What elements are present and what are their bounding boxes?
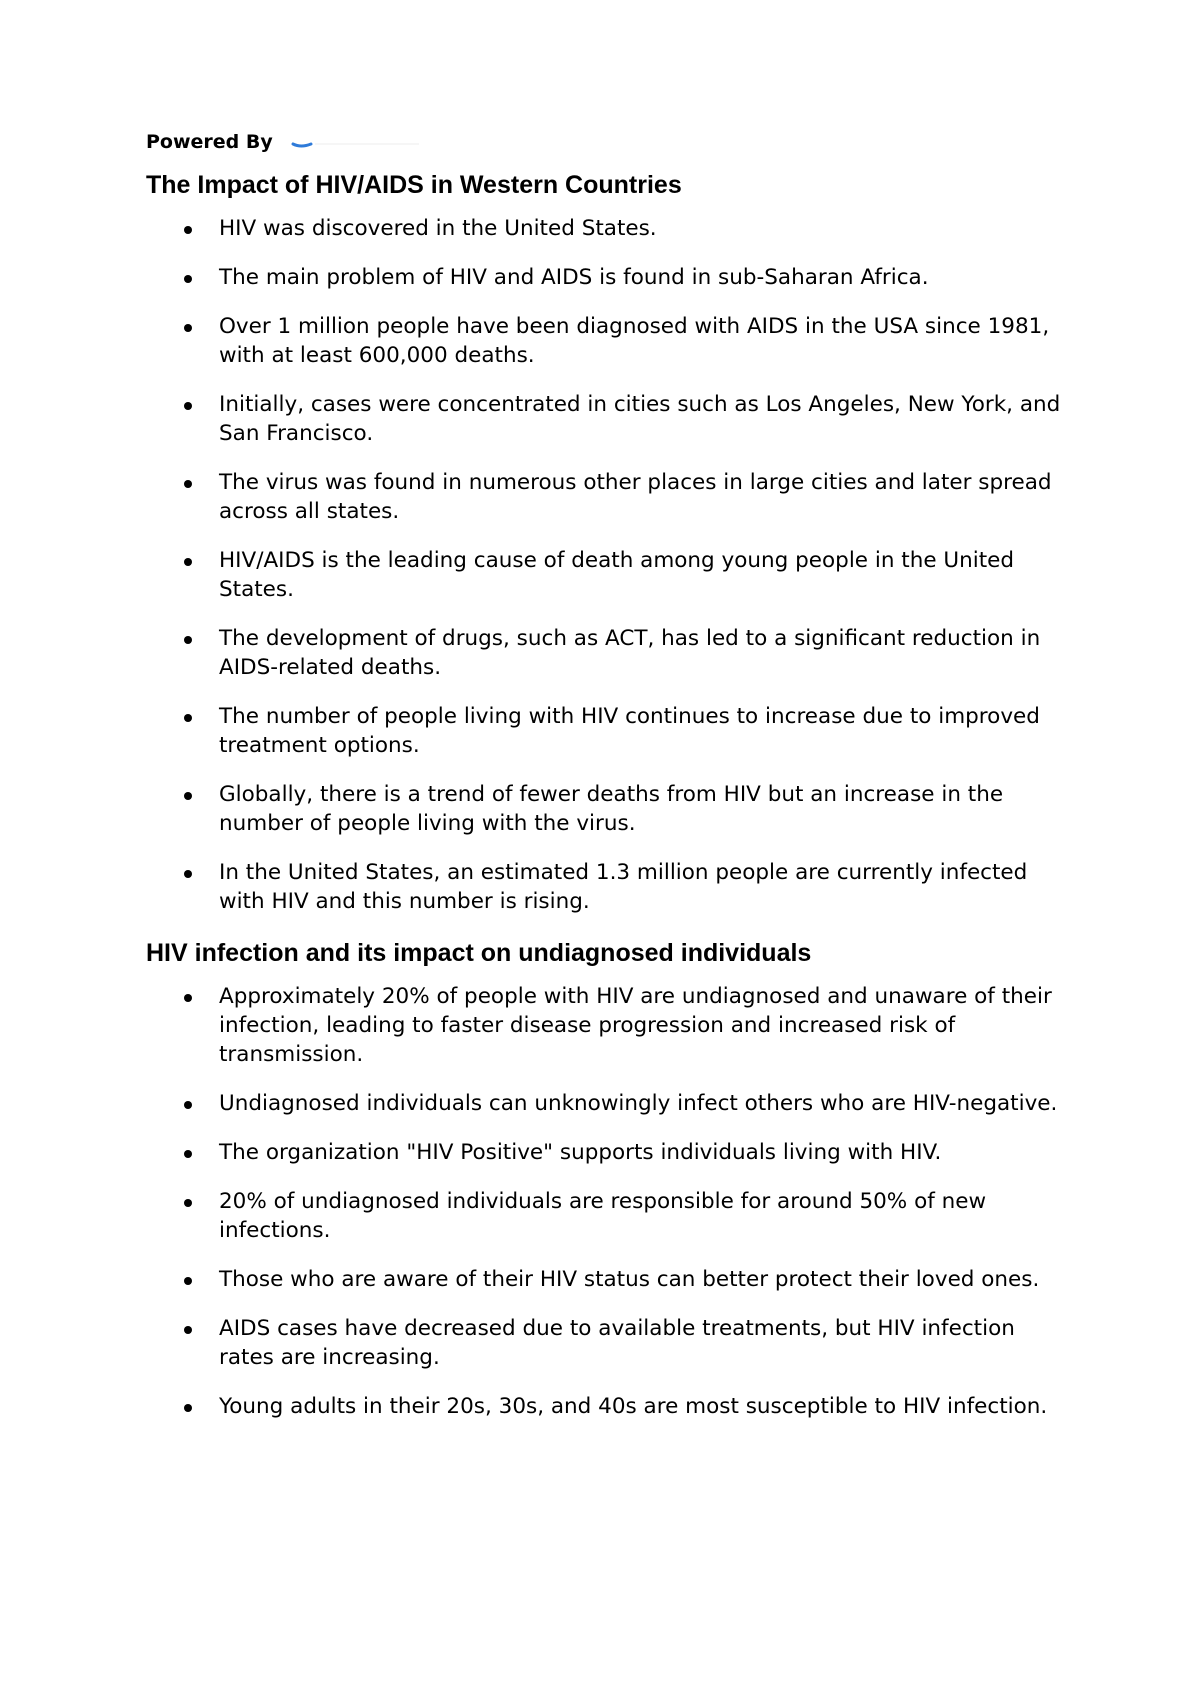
bullet-icon [184, 792, 192, 800]
bullet-icon [184, 324, 192, 332]
list-item-text: The organization "HIV Positive" supports individuals living with HIV. [219, 1140, 942, 1165]
list-item [146, 982, 1066, 1069]
bullet-list-western-countries [146, 214, 1066, 916]
list-item [146, 702, 1066, 760]
list-item [146, 312, 1066, 370]
list-item-text: Globally, there is a trend of fewer deaths from HIV but an increase in the number of people living with the virus. [219, 782, 1004, 836]
brand-logo-icon [291, 132, 421, 152]
list-item-text: The virus was found in numerous other places in large cities and later spread across all states. [219, 470, 1052, 524]
list-item [146, 214, 1066, 243]
list-item-text: Young adults in their 20s, 30s, and 40s are most susceptible to HIV infection. [219, 1394, 1048, 1419]
bullet-icon [184, 636, 192, 644]
section-heading-undiagnosed: HIV infection and its impact on undiagnosed individuals [146, 939, 812, 967]
bullet-icon [184, 870, 192, 878]
section-heading-western-countries: The Impact of HIV/AIDS in Western Countries [146, 171, 682, 199]
list-item-text: Initially, cases were concentrated in cities such as Los Angeles, New York, and San Francisco. [219, 392, 1061, 446]
bullet-icon [184, 1326, 192, 1334]
list-item-text: The main problem of HIV and AIDS is found in sub-Saharan Africa. [219, 265, 929, 290]
list-item-text: Over 1 million people have been diagnosed with AIDS in the USA since 1981, with at least 600,000 deaths. [219, 314, 1050, 368]
list-item [146, 624, 1066, 682]
list-item [146, 1392, 1066, 1421]
bullet-list-undiagnosed [146, 982, 1066, 1421]
list-item [146, 390, 1066, 448]
bullet-icon [184, 226, 192, 234]
list-item [146, 780, 1066, 838]
bullet-icon [184, 480, 192, 488]
list-item-text: In the United States, an estimated 1.3 million people are currently infected with HIV and this number is rising. [219, 860, 1028, 914]
list-item [146, 1089, 1066, 1118]
list-item-text: The development of drugs, such as ACT, has led to a significant reduction in AIDS-related deaths. [219, 626, 1041, 680]
powered-by-row [146, 126, 1066, 158]
list-item-text: The number of people living with HIV continues to increase due to improved treatment options. [219, 704, 1040, 758]
bullet-icon [184, 714, 192, 722]
list-item-text: Approximately 20% of people with HIV are undiagnosed and unaware of their infection, leading to faster disease progression and increased risk of transmission. [219, 984, 1052, 1067]
list-item [146, 546, 1066, 604]
list-item-text: 20% of undiagnosed individuals are responsible for around 50% of new infections. [219, 1189, 987, 1243]
list-item [146, 468, 1066, 526]
list-item-text: Those who are aware of their HIV status can better protect their loved ones. [219, 1267, 1040, 1292]
powered-by-label: Powered By [146, 131, 273, 153]
bullet-icon [184, 1199, 192, 1207]
bullet-icon [184, 1404, 192, 1412]
list-item [146, 1187, 1066, 1245]
document-page [146, 126, 1066, 1441]
list-item-text: AIDS cases have decreased due to available treatments, but HIV infection rates are increasing. [219, 1316, 1015, 1370]
list-item [146, 858, 1066, 916]
list-item-text: HIV/AIDS is the leading cause of death among young people in the United States. [219, 548, 1015, 602]
bullet-icon [184, 402, 192, 410]
bullet-icon [184, 275, 192, 283]
bullet-icon [184, 558, 192, 566]
list-item-text: Undiagnosed individuals can unknowingly infect others who are HIV-negative. [219, 1091, 1058, 1116]
list-item [146, 1265, 1066, 1294]
bullet-icon [184, 1101, 192, 1109]
list-item-text: HIV was discovered in the United States. [219, 216, 657, 241]
bullet-icon [184, 994, 192, 1002]
list-item [146, 263, 1066, 292]
list-item [146, 1314, 1066, 1372]
bullet-icon [184, 1277, 192, 1285]
list-item [146, 1138, 1066, 1167]
bullet-icon [184, 1150, 192, 1158]
